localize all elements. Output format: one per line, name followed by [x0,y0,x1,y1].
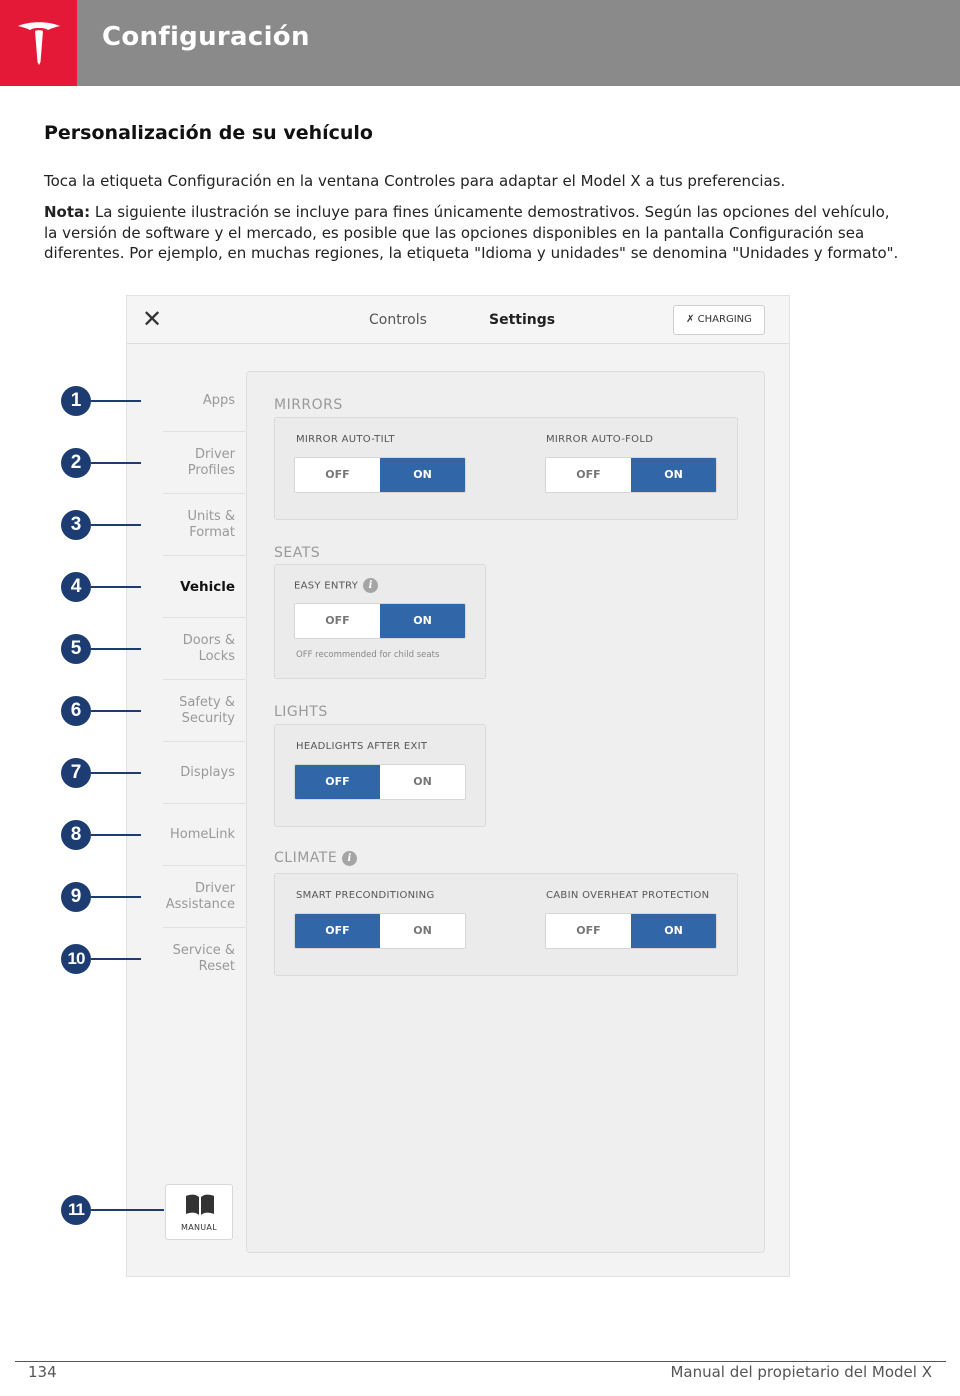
header-bar [77,0,960,86]
section-lights: LIGHTS [274,704,328,720]
toggle-off[interactable]: OFF [546,458,631,492]
nav-label-2: Format [189,524,235,540]
toggle-off[interactable]: OFF [295,458,380,492]
mirror-auto-fold-label: MIRROR AUTO-FOLD [546,434,654,445]
sidebar-item-driver-profiles[interactable] [163,432,245,494]
sidebar-item-units-format[interactable] [163,494,245,556]
toggle-on-selected[interactable]: ON [380,458,465,492]
cabin-overheat-protection-toggle[interactable] [545,913,717,949]
headlights-after-exit-toggle[interactable] [294,764,466,800]
easy-entry-label [294,578,378,593]
toggle-on-selected[interactable]: ON [380,604,465,638]
nav-label: Safety & [179,694,235,710]
nav-label: Displays [180,764,235,780]
close-icon[interactable]: ✕ [141,305,163,333]
sidebar-item-safety-security[interactable] [163,680,245,742]
callout-number: 3 [61,510,91,540]
nav-label-2: Security [181,710,235,726]
nav-label: Driver [194,446,235,462]
toggle-on[interactable]: ON [380,914,465,948]
tab-controls[interactable]: Controls [369,312,427,328]
seats-group [274,564,486,679]
intro-paragraph: Toca la etiqueta Configuración en la ventana Controles para adaptar el Model X a tus preferencias. [44,172,786,190]
brand-logo [0,0,77,86]
cabin-overheat-protection-label: CABIN OVERHEAT PROTECTION [546,890,710,901]
section-seats: SEATS [274,545,321,561]
callout-number: 7 [61,758,91,788]
nav-label: HomeLink [169,826,235,842]
callout-line [91,834,141,836]
section-mirrors: MIRRORS [274,397,343,413]
page-number: 134 [28,1363,57,1381]
sidebar-item-homelink[interactable] [163,804,245,866]
easy-entry-toggle[interactable] [294,603,466,639]
easy-entry-hint: OFF recommended for child seats [296,650,440,660]
lights-group [274,724,486,827]
footer-divider [15,1361,946,1362]
manual-label: MANUAL [181,1223,217,1232]
nav-label-2: Profiles [187,462,235,478]
callout-line [91,400,141,402]
callout-line [91,586,141,588]
callout-line [91,524,141,526]
callout-line [91,772,141,774]
note-label: Nota: [44,203,91,221]
toggle-off[interactable]: OFF [295,604,380,638]
climate-group [274,873,738,976]
callout-number: 1 [61,386,91,416]
smart-preconditioning-toggle[interactable] [294,913,466,949]
sidebar-item-apps[interactable] [163,370,245,432]
callout-number: 11 [61,1195,91,1225]
callout-line [91,896,141,898]
callout-number: 8 [61,820,91,850]
nav-label: Units & [187,508,235,524]
top-bar [127,296,789,344]
nav-label: Apps [202,392,235,408]
callout-line [91,710,141,712]
section-climate [274,850,357,866]
section-heading: Personalización de su vehículo [44,122,373,144]
info-icon[interactable]: i [363,578,378,593]
callout-line [91,462,141,464]
callout-number: 2 [61,448,91,478]
toggle-on-selected[interactable]: ON [631,914,716,948]
callout-number: 5 [61,634,91,664]
mirror-auto-tilt-label: MIRROR AUTO-TILT [296,434,395,445]
info-icon[interactable]: i [342,851,357,866]
toggle-off-selected[interactable]: OFF [295,765,380,799]
manual-title: Manual del propietario del Model X [670,1363,932,1381]
callout-number: 6 [61,696,91,726]
climate-text: CLIMATE [274,850,338,866]
manual-button[interactable] [165,1184,233,1240]
callout-number: 4 [61,572,91,602]
callout-number: 10 [61,944,91,974]
callout-line [91,648,141,650]
tab-settings[interactable]: Settings [489,312,556,328]
nav-label: Doors & [182,632,235,648]
note-text: La siguiente ilustración se incluye para fines únicamente demostrativos. Según las opciones del vehículo, la versión de software y el mercado, es posible que las opciones disponibles en la pantalla Configuración sea diferentes. Por ejemplo, en muchas regiones, la etiqueta "Idioma y unidades" se denomina "Unidades y formato". [44,203,899,262]
nav-label: Vehicle [180,578,235,595]
nav-label-2: Reset [198,959,235,974]
callout-line [91,1209,164,1211]
nav-label: Driver [194,880,235,896]
toggle-off-selected[interactable]: OFF [295,914,380,948]
nav-label-2: Locks [198,648,235,664]
sidebar-item-service-reset[interactable] [163,928,245,990]
note-paragraph [44,202,904,264]
page-title: Configuración [102,22,310,52]
headlights-after-exit-label: HEADLIGHTS AFTER EXIT [296,741,428,752]
nav-label: Service & [172,943,235,958]
callout-number: 9 [61,882,91,912]
sidebar-item-driver-assistance[interactable] [163,866,245,928]
tesla-logo-icon [15,18,63,68]
toggle-on-selected[interactable]: ON [631,458,716,492]
sidebar-item-displays[interactable] [163,742,245,804]
nav-label-2: Assistance [165,896,235,912]
sidebar-item-doors-locks[interactable] [163,618,245,680]
callout-line [91,958,141,960]
settings-content-panel [246,371,765,1253]
book-icon [185,1193,215,1217]
mirror-auto-fold-toggle[interactable] [545,457,717,493]
settings-screenshot [126,295,790,1277]
toggle-off[interactable]: OFF [546,914,631,948]
mirror-auto-tilt-toggle[interactable] [294,457,466,493]
sidebar-item-vehicle[interactable] [163,556,245,618]
easy-entry-text: EASY ENTRY [294,580,359,592]
smart-preconditioning-label: SMART PRECONDITIONING [296,890,435,901]
charging-button[interactable]: ✗ CHARGING [673,305,765,335]
mirrors-group [274,417,738,520]
toggle-on[interactable]: ON [380,765,465,799]
